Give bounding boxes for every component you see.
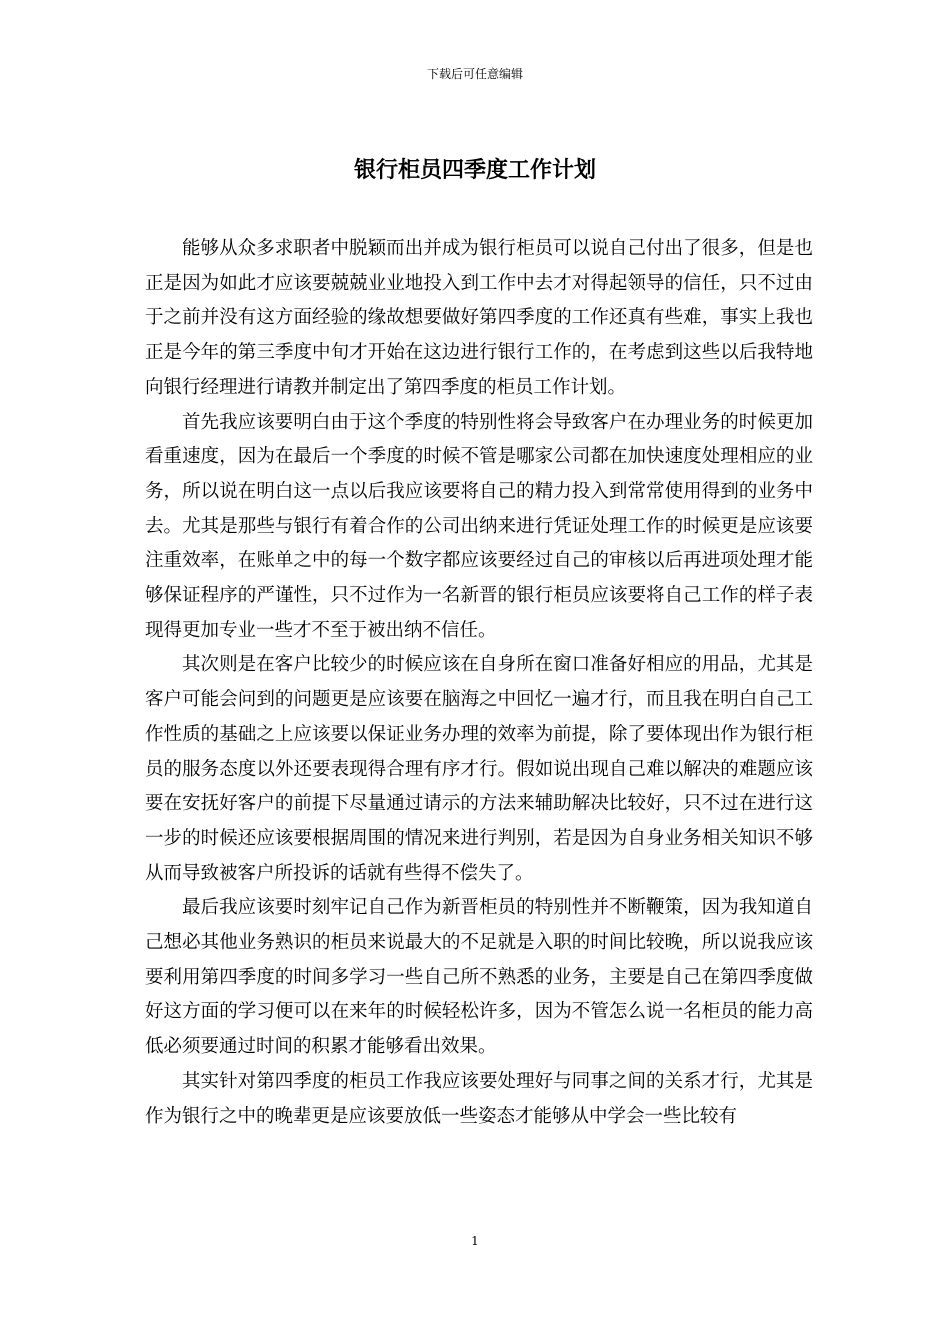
body-text xyxy=(145,232,813,1134)
paragraph-5: 其实针对第四季度的柜员工作我应该要处理好与同事之间的关系才行，尤其是作为银行之中的晚辈更是应该要放低一些姿态才能够从中学会一些比较有 xyxy=(145,1070,813,1127)
paragraph-1: 能够从众多求职者中脱颖而出并成为银行柜员可以说自己付出了很多，但是也正是因为如此才应该要兢兢业业地投入到工作中去才对得起领导的信任，只不过由于之前并没有这方面经验的缘故想要做好第四季度的工作还真有些难，事实上我也正是今年的第三季度中旬才开始在这边进行银行工作的，在考虑到这些以后我特地向银行经理进行请教并制定出了第四季度的柜员工作计划。 xyxy=(145,238,813,398)
page-number: 1 xyxy=(471,1234,479,1248)
document-title: 银行柜员四季度工作计划 xyxy=(353,158,596,183)
paragraph-2: 首先我应该要明白由于这个季度的特别性将会导致客户在办理业务的时候更加看重速度，因为在最后一个季度的时候不管是哪家公司都在加快速度处理相应的业务，所以说在明白这一点以后我应该要将自己的精力投入到常常使用得到的业务中去。尤其是那些与银行有着合作的公司出纳来进行凭证处理工作的时候更是应该要注重效率，在账单之中的每一个数字都应该要经过自己的审核以后再进项处理才能够保证程序的严谨性，只不过作为一名新晋的银行柜员应该要将自己工作的样子表现得更加专业一些才不至于被出纳不信任。 xyxy=(145,411,813,641)
header-note: 下载后可任意编辑 xyxy=(426,67,523,81)
paragraph-3: 其次则是在客户比较少的时候应该在自身所在窗口准备好相应的用品，尤其是客户可能会问到的问题更是应该要在脑海之中回忆一遍才行，而且我在明白自己工作性质的基础之上应该要以保证业务办理的效率为前提，除了要体现出作为银行柜员的服务态度以外还要表现得合理有序才行。假如说出现自己难以解决的难题应该要在安抚好客户的前提下尽量通过请示的方法来辅助解决比较好，只不过在进行这一步的时候还应该要根据周围的情况来进行判别，若是因为自身业务相关知识不够从而导致被客户所投诉的话就有些得不偿失了。 xyxy=(145,654,813,884)
paragraph-4: 最后我应该要时刻牢记自己作为新晋柜员的特别性并不断鞭策，因为我知道自己想必其他业务熟识的柜员来说最大的不足就是入职的时间比较晚，所以说我应该要利用第四季度的时间多学习一些自己所不熟悉的业务，主要是自己在第四季度做好这方面的学习便可以在来年的时候轻松许多，因为不管怎么说一名柜员的能力高低必须要通过时间的积累才能够看出效果。 xyxy=(145,897,813,1058)
